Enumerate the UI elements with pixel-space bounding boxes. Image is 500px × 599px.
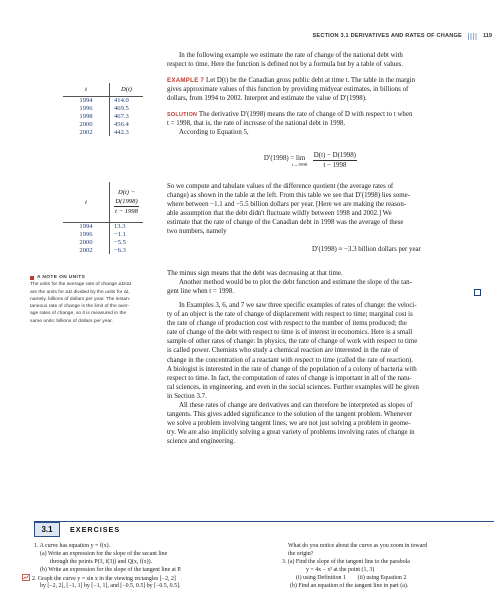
- exercises-left-column: 1. A curve has equation y = f(x). (a) Write an expression for the slope of the secant line through the points P(3, f(3)) and Q(x, f(x)). (b) Write an expression for the slope of the tangent line at P. 2. Graph the curve y = sin x in the viewing rectangles [−2, 2] by [−2, 2], [−1, 1] by [−1, 1], and [−0.5, 0.5] by [−0.5, 0.5].: [34, 542, 266, 590]
- table-cell-t: 1994: [63, 97, 110, 105]
- table-cell-value: −5.5: [114, 238, 126, 246]
- debt-table: [63, 83, 143, 136]
- note-on-units: [30, 274, 155, 325]
- graphing-calculator-icon: [22, 574, 30, 581]
- section-title: SECTION 3.1 DERIVATIVES AND RATES OF CHANGE: [312, 33, 462, 39]
- table-header-d: D(t): [110, 83, 144, 97]
- table-cell-d: 456.4: [114, 120, 129, 128]
- table-row: [63, 120, 143, 128]
- table-cell-value: −6.3: [114, 246, 126, 254]
- table-cell-d: 442.3: [114, 128, 129, 136]
- table-row: [63, 231, 143, 239]
- exercises-right-column: What do you notice about the curve as you zoom in toward the origin? 3. (a) Find the slope of the tangent line to the parabola y = 4x − x² at the point (1, 3) (i) using Definition 1 (ii) using Equation 2 (b) Find an equation of the tangent line in part (a).: [282, 542, 496, 590]
- running-header: [240, 30, 492, 42]
- solution-text: The derivative D′(1998) means the rate of change of D with respect to t when: [198, 111, 413, 118]
- table-row: [63, 97, 143, 105]
- table-cell-t: 2000: [63, 120, 110, 128]
- table-cell-t: 2002: [63, 128, 110, 136]
- exercises-header: [34, 521, 494, 537]
- solution-paragraph-3: The minus sign means that the debt was decreasing at that time. Another method would be to plot the debt function and estimate the slope of the tan- gent line when t = 1998.: [167, 269, 483, 296]
- note-line: same units: billions of dollars per year.: [30, 318, 113, 324]
- section-number-box: 3.1: [34, 522, 60, 537]
- table-cell-d: 467.3: [114, 112, 129, 120]
- note-title: A NOTE ON UNITS: [30, 274, 155, 281]
- note-line: namely, billions of dollars per year. The instan-: [30, 296, 131, 302]
- square-bullet-icon: [30, 276, 34, 280]
- limit-equation: [262, 151, 357, 170]
- page-number: 119: [482, 33, 492, 39]
- table-row: [63, 105, 143, 113]
- limit-numerator: D(t) − D(1998): [313, 152, 356, 159]
- limit-expression: D′(1998) = lim: [263, 154, 306, 162]
- table-row: [63, 239, 143, 247]
- table-cell-value: 13.3: [114, 223, 126, 231]
- end-of-solution-icon: [474, 289, 481, 296]
- table-cell-t: 1996: [63, 105, 110, 113]
- intro-paragraph: In the following example we estimate the rate of change of the national debt with respect to time. Here the function is defined not by a formula but by a table of values.: [167, 52, 403, 69]
- note-line: taneous rate of change is the limit of the aver-: [30, 304, 130, 310]
- quotient-denominator: t − 1998: [115, 208, 138, 215]
- difference-quotient-table: [63, 182, 143, 254]
- table-row: [63, 246, 143, 254]
- note-line: are the units for ΔD divided by the units for Δt,: [30, 289, 130, 295]
- solution: SOLUTION The derivative D′(1998) means the rate of change of D with respect to t when t = 1998, that is, the rate of increase of the national debt in 1998. According to Equation 5,: [167, 111, 413, 137]
- estimate-equation: D′(1998) ≈ −3.3 billion dollars per year: [312, 246, 421, 253]
- table-row: [63, 128, 143, 136]
- table-row: [63, 113, 143, 121]
- bars-icon: [468, 33, 477, 40]
- table-header-quotient: [110, 182, 144, 223]
- example-text: Let D(t) be the Canadian gross public debt at time t. The table in the margin: [205, 77, 416, 84]
- table-cell-t: 2000: [63, 239, 110, 247]
- note-line: The units for the average rate of change ΔD/Δt: [30, 282, 132, 288]
- table-cell-t: 2002: [63, 246, 110, 254]
- limit-denominator: t − 1998: [323, 162, 347, 169]
- table-cell-d: 469.5: [114, 105, 129, 113]
- solution-paragraph-2: So we compute and tabulate values of the difference quotient (the average rates of change) as shown in the table at the left. From this table we see that D′(1998) lies some- where between −1.1 and −5.5 billion dollars per year. [Here we are making the reason- able assumption that the debt didn't fluctuate wildly between 1998 and 2002.] We estimate that the rate of change of the Canadian debt in 1998 was the average of these two numbers, namely: [167, 183, 410, 236]
- solution-label: SOLUTION: [167, 112, 198, 118]
- exercise-item: 3. (a) Find the slope of the tangent line to the parabola: [282, 559, 410, 565]
- exercise-item: 2. Graph the curve y = sin x in the viewing rectangles [−2, 2]: [32, 576, 176, 582]
- table-cell-t: 1994: [63, 223, 110, 231]
- table-cell-d: 414.0: [114, 97, 129, 105]
- table-header-t: t: [63, 83, 110, 97]
- quotient-numerator: D(t) − D(1998): [115, 189, 138, 205]
- table-cell-t: 1996: [63, 231, 110, 239]
- table-cell-value: −1.1: [114, 231, 126, 239]
- discussion-paragraphs: In Examples 3, 6, and 7 we saw three specific examples of rates of change: the veloci- ty of an object is the rate of change of displacement with respect to time; marginal cost is the rate of change of production cost with respect to the number of items produced; the rate of change of the debt with respect to time is of interest in economics. Here is a small sample of other rates of change: In physics, the rate of change of work with respect to time is called power. Chemists who study a chemical reaction are interested in the rate of change in the concentration of a reactant with respect to time (called the rate of reaction). A biologist is interested in the rate of change of the population of a colony of bacteria with respect to time. In fact, the computation of rates of change is important in all of the natu- ral sciences, in engineering, and even in the social sciences. Further examples will be given in Section 3.7. All these rates of change are derivatives and can therefore be interpreted as slopes of tangents. This gives added significance to the solution of the tangent problem. Whenever we solve a problem involving tangent lines, we are not just solving a problem in geome- try. We are also implicitly solving a great variety of problems involving rates of change in science and engineering.: [167, 302, 419, 446]
- example-7: EXAMPLE 7 Let D(t) be the Canadian gross public debt at time t. The table in the margin gives approximate values of this function by providing midyear estimates, in billions of dollars, from 1994 to 2002. Interpret and estimate the value of D′(1998).: [167, 77, 416, 103]
- note-line: age rates of change, so it is measured in the: [30, 311, 127, 317]
- limit-subscript: t→1998: [292, 161, 308, 167]
- table-row: [63, 223, 143, 231]
- exercises-title: EXERCISES: [70, 525, 121, 534]
- exercise-item: 1. A curve has equation y = f(x).: [34, 543, 111, 549]
- table-cell-t: 1998: [63, 113, 110, 121]
- example-label: EXAMPLE 7: [167, 77, 205, 84]
- table-header-t: t: [63, 182, 110, 223]
